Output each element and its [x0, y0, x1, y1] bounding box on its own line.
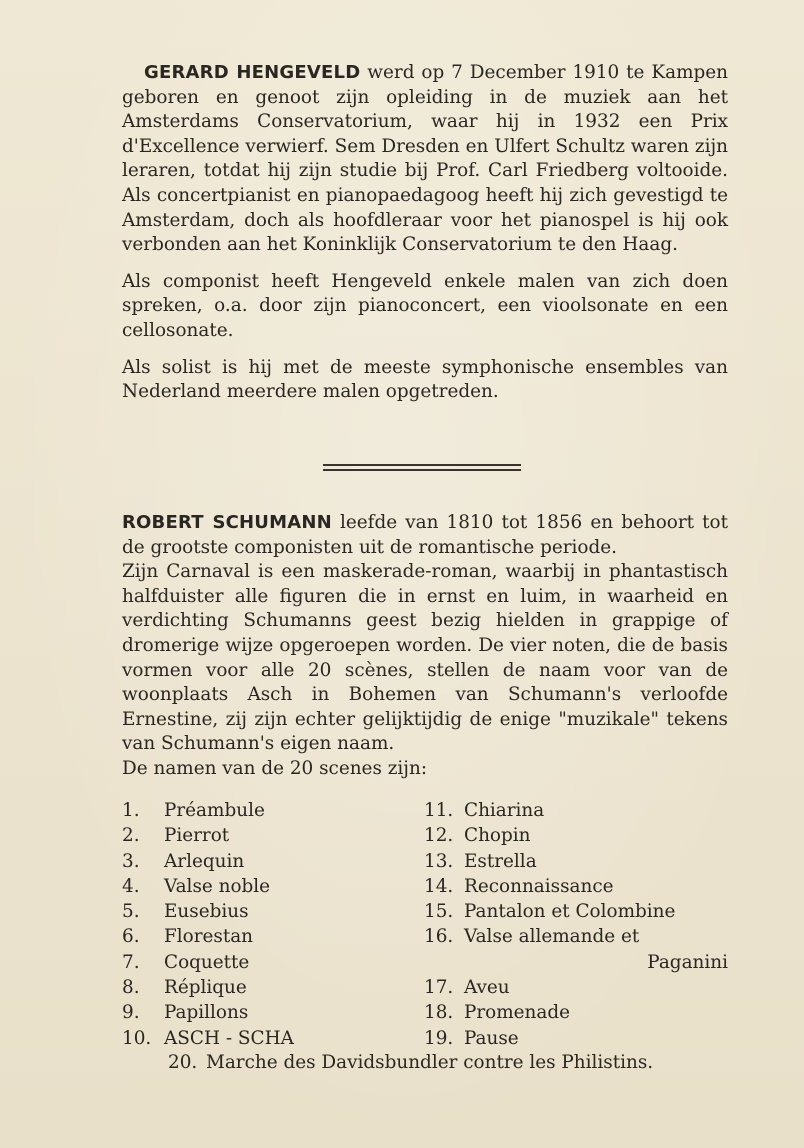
schumann-paragraph-1-text: leefde van 1810 tot 1856 en behoort tot de grootste componisten uit de romantische periode.	[122, 512, 728, 558]
scene-number: 12.	[424, 825, 454, 847]
scene-title: Arlequin	[164, 850, 245, 872]
divider-line-bottom	[323, 469, 521, 471]
divider-line-top	[323, 464, 521, 466]
scene-title: Reconnaissance	[464, 875, 614, 897]
list-item	[424, 798, 728, 823]
scene-title: Estrella	[464, 850, 537, 872]
list-item	[122, 1000, 412, 1025]
scene-list-right-column	[424, 798, 728, 1051]
list-item	[424, 1026, 728, 1051]
list-item	[424, 849, 728, 874]
list-item	[424, 924, 728, 949]
scene-number: 3.	[122, 850, 140, 872]
scene-number: 2.	[122, 825, 140, 847]
list-item	[424, 899, 728, 924]
schumann-paragraph-2: Zijn Carnaval is een maskerade-roman, waarbij in phantastisch halfduister alle figuren die in ernst en luim, in waarheid en verdichting Schumanns geest bezig hielden in grappige of dromerige wijze opgeroepen worden. De vier noten, die de basis vormen voor alle 20 scènes, stellen de naam voor van de woonplaats Asch in Bohemen van Schumann's verloofde Ernestine, zij zijn echter gelijktijdig de enige "muzikale" tekens van Schumann's eigen naam.	[122, 561, 728, 755]
scene-title: Valse allemande et	[464, 926, 640, 948]
hengeveld-biography	[122, 61, 728, 405]
schumann-name: ROBERT SCHUMANN	[122, 512, 332, 533]
list-item	[424, 975, 728, 1000]
list-item	[122, 874, 412, 899]
scene-number: 13.	[424, 850, 454, 872]
bio-paragraph-1	[122, 61, 728, 258]
list-item	[122, 950, 412, 975]
scene-number: 4.	[122, 875, 140, 897]
scene-title: Marche des Davidsbundler contre les Philistins.	[206, 1052, 654, 1073]
schumann-description	[122, 511, 728, 782]
schumann-paragraph-1	[122, 511, 728, 560]
scene-number: 6.	[122, 926, 140, 948]
scene-number: 11.	[424, 800, 454, 821]
bio-paragraph-1-text: werd op 7 December 1910 te Kampen geboren en genoot zijn opleiding in de muziek aan het Amsterdams Conservatorium, waar hij in 1932 een Prix d'Excellence verwierf. Sem Dresden en Ulfert Schultz waren zijn leraren, totdat hij zijn studie bij Prof. Carl Friedberg voltooide. Als concertpianist en pianopaedagoog heeft hij zich gevestigd te Amsterdam, doch als hoofdleraar voor het pianospel is hij ook verbonden aan het Koninklijk Conservatorium te den Haag.	[122, 62, 729, 256]
section-divider	[323, 463, 521, 473]
list-item	[424, 1000, 728, 1025]
list-item	[122, 823, 412, 848]
scene-title: Florestan	[164, 926, 254, 948]
list-item-last	[168, 1050, 653, 1075]
scene-number: 5.	[122, 901, 140, 923]
scene-title: Préambule	[164, 800, 265, 821]
scene-title: Chiarina	[464, 800, 545, 821]
list-item	[122, 924, 412, 949]
scene-title: Papillons	[164, 1002, 249, 1024]
scene-number: 16.	[424, 926, 454, 948]
list-item	[424, 823, 728, 848]
scene-title: Paganini	[647, 951, 728, 973]
list-item	[122, 798, 412, 823]
bio-name: GERARD HENGEVELD	[144, 62, 361, 83]
scene-number: 1.	[122, 800, 140, 821]
scene-title: ASCH - SCHA	[164, 1027, 294, 1049]
scene-title: Chopin	[464, 825, 531, 847]
scene-number: 8.	[122, 977, 140, 999]
scene-title: Coquette	[164, 951, 250, 973]
scenes-intro: De namen van de 20 scenes zijn:	[122, 757, 428, 779]
scene-number: 14.	[424, 875, 454, 897]
scene-title: Pause	[464, 1027, 519, 1049]
list-item	[122, 899, 412, 924]
bio-paragraph-2: Als componist heeft Hengeveld enkele malen van zich doen spreken, o.a. door zijn pianoconcert, een vioolsonate en een cellosonate.	[122, 270, 728, 341]
scene-title: Eusebius	[164, 901, 249, 923]
list-item	[424, 874, 728, 899]
list-item	[122, 975, 412, 1000]
scene-title: Pierrot	[164, 825, 230, 847]
scene-number: 10.	[122, 1027, 152, 1049]
scene-number: 9.	[122, 1002, 140, 1024]
list-item	[122, 1026, 412, 1051]
scene-list-left-column	[122, 798, 412, 1051]
scene-number: 19.	[424, 1027, 454, 1049]
list-item-continuation	[424, 950, 728, 975]
list-item	[122, 849, 412, 874]
scene-title: Pantalon et Colombine	[464, 901, 676, 923]
bio-paragraph-3: Als solist is hij met de meeste symphonische ensembles van Nederland meerdere malen opgetreden.	[122, 356, 728, 403]
scene-number: 18.	[424, 1002, 454, 1024]
scene-number: 15.	[424, 901, 454, 923]
scene-title: Promenade	[464, 1002, 571, 1024]
scene-title: Valse noble	[164, 875, 271, 897]
scene-number: 7.	[122, 951, 140, 973]
scene-title: Réplique	[164, 977, 247, 999]
scene-number: 20.	[168, 1052, 198, 1073]
scene-number: 17.	[424, 977, 454, 999]
scene-title: Aveu	[464, 977, 510, 999]
